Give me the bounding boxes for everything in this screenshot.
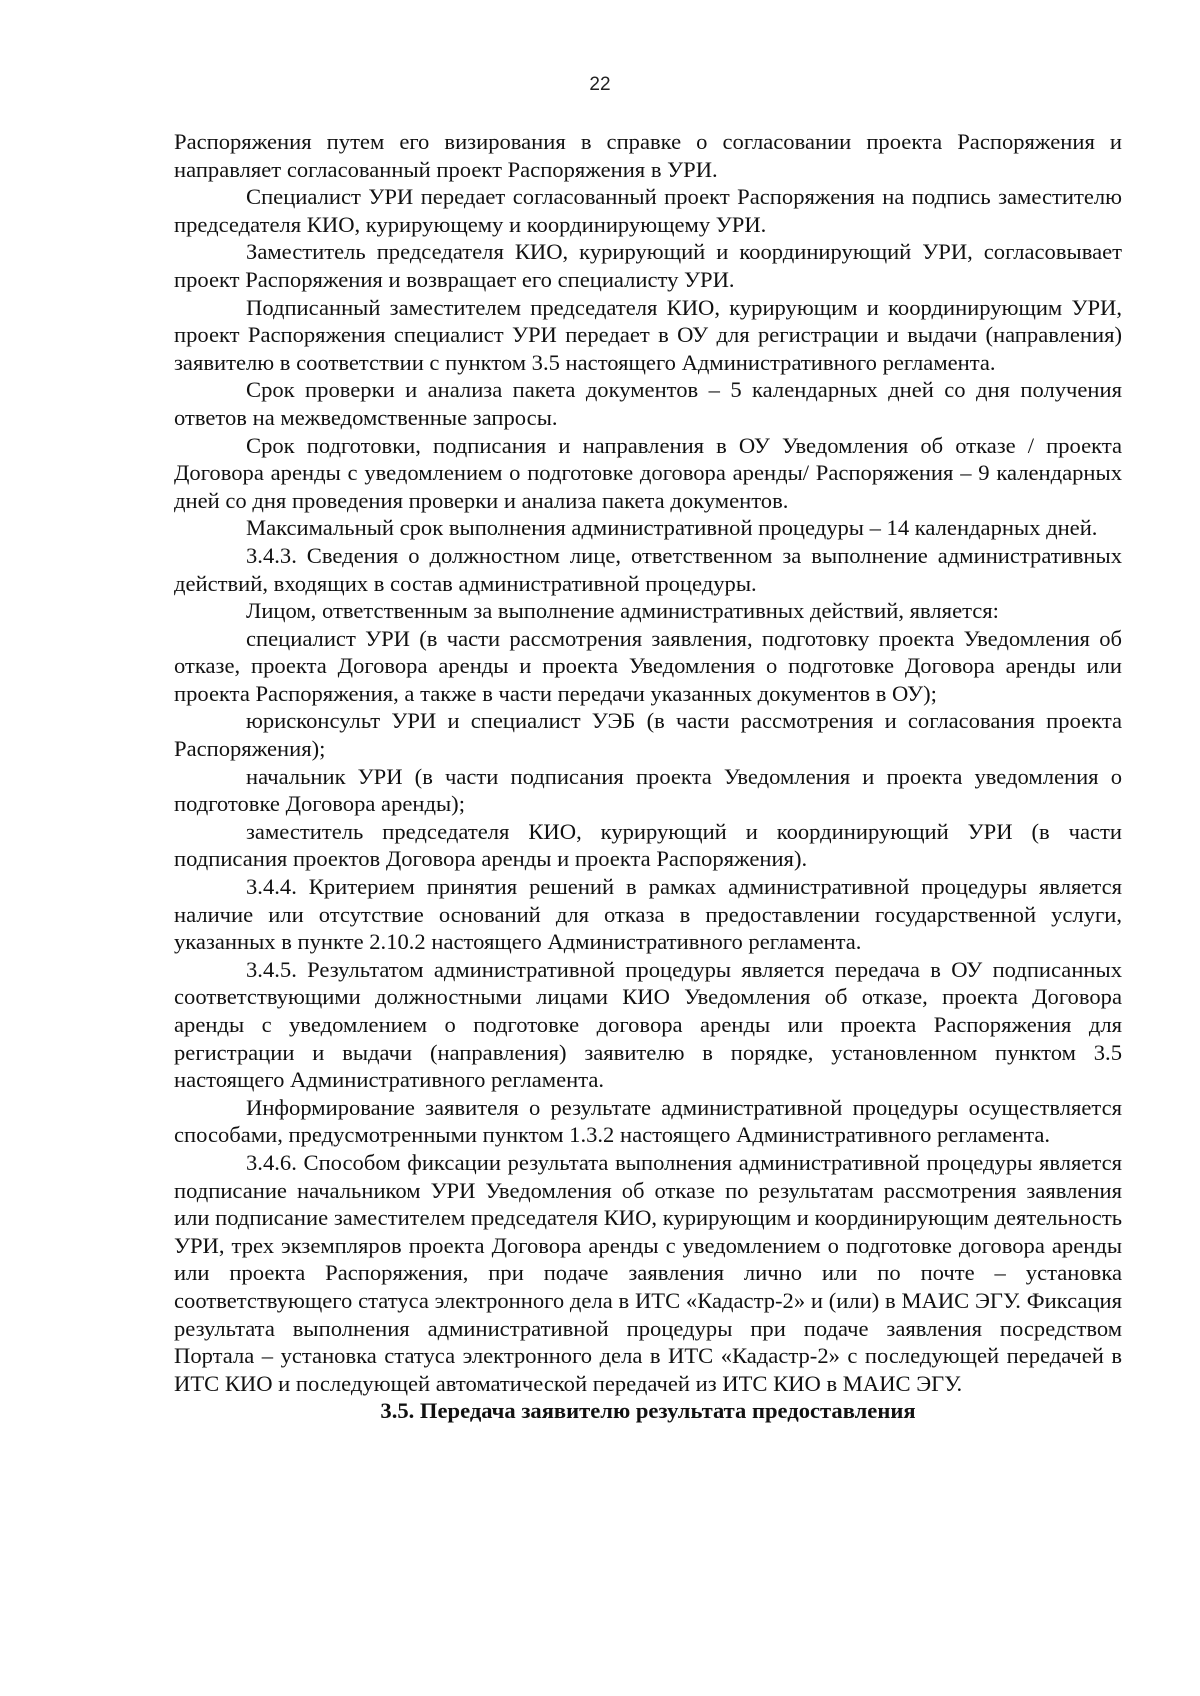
- paragraph: Специалист УРИ передает согласованный проект Распоряжения на подпись заместителю председателя КИО, курирующему и координирующему УРИ.: [174, 184, 1122, 237]
- section-heading: 3.5. Передача заявителю результата предоставления: [380, 1398, 916, 1424]
- paragraph: заместитель председателя КИО, курирующий и координирующий УРИ (в части подписания проектов Договора аренды и проекта Распоряжения).: [174, 818, 1122, 872]
- paragraph: Лицом, ответственным за выполнение административных действий, является:: [246, 598, 999, 624]
- page-number: 22: [589, 74, 611, 95]
- paragraph-continuation: Распоряжения путем его визирования в справке о согласовании проекта Распоряжения и направляет согласованный проект Распоряжения в УРИ.: [174, 129, 1122, 182]
- paragraph-3-4-5: 3.4.5. Результатом административной процедуры является передача в ОУ подписанных соответствующими должностными лицами КИО Уведомления об отказе, проекта Договора аренды с уведомлением о подготовке договора аренды или проекта Распоряжения для регистрации и выдачи (направления) заявителю в порядке, установленном пунктом 3.5 настоящего Административного регламента.: [174, 956, 1122, 1093]
- paragraph: начальник УРИ (в части подписания проекта Уведомления и проекта уведомления о подготовке Договора аренды);: [174, 763, 1122, 817]
- paragraph: Срок подготовки, подписания и направления в ОУ Уведомления об отказе / проекта Договора аренды с уведомлением о подготовке договора аренды/ Распоряжения – 9 календарных дней со дня проведения проверки и анализа пакета документов.: [174, 432, 1122, 513]
- paragraph: юрисконсульт УРИ и специалист УЭБ (в части рассмотрения и согласования проекта Распоряжения);: [174, 708, 1122, 762]
- paragraph: Информирование заявителя о результате административной процедуры осуществляется способами, предусмотренными пунктом 1.3.2 настоящего Административного регламента.: [174, 1094, 1122, 1148]
- document-body: [174, 128, 1122, 1425]
- paragraph: Подписанный заместителем председателя КИО, курирующим и координирующим УРИ, проект Распоряжения специалист УРИ передает в ОУ для регистрации и выдачи (направления) заявителю в соответствии с пунктом 3.5 настоящего Административного регламента.: [174, 294, 1122, 375]
- paragraph-3-4-3: 3.4.3. Сведения о должностном лице, ответственном за выполнение административных действий, входящих в состав административной процедуры.: [174, 542, 1122, 596]
- paragraph: специалист УРИ (в части рассмотрения заявления, подготовку проекта Уведомления об отказе, проекта Договора аренды и проекта Уведомления о подготовке Договора аренды или проекта Распоряжения, а также в части передачи указанных документов в ОУ);: [174, 625, 1122, 706]
- paragraph-3-4-6: 3.4.6. Способом фиксации результата выполнения административной процедуры является подписание начальником УРИ Уведомления об отказе по результатам рассмотрения заявления или подписание заместителем председателя КИО, курирующим и координирующим деятельность УРИ, трех экземпляров проекта Договора аренды с уведомлением о подготовке договора аренды или проекта Распоряжения, при подаче заявления лично или по почте – установка соответствующего статуса электронного дела в ИТС «Кадастр-2» и (или) в МАИС ЭГУ. Фиксация результата выполнения административной процедуры при подаче заявления посредством Портала – установка статуса электронного дела в ИТС «Кадастр-2» с последующей передачей в ИТС КИО и последующей автоматической передачей из ИТС КИО в МАИС ЭГУ.: [174, 1149, 1122, 1396]
- paragraph-3-4-4: 3.4.4. Критерием принятия решений в рамках административной процедуры является наличие или отсутствие оснований для отказа в предоставлении государственной услуги, указанных в пункте 2.10.2 настоящего Административного регламента.: [174, 874, 1122, 955]
- paragraph: Заместитель председателя КИО, курирующий и координирующий УРИ, согласовывает проект Распоряжения и возвращает его специалисту УРИ.: [174, 239, 1122, 292]
- paragraph: Срок проверки и анализа пакета документов – 5 календарных дней со дня получения ответов на межведомственные запросы.: [174, 377, 1122, 430]
- paragraph: Максимальный срок выполнения административной процедуры – 14 календарных дней.: [246, 515, 1098, 541]
